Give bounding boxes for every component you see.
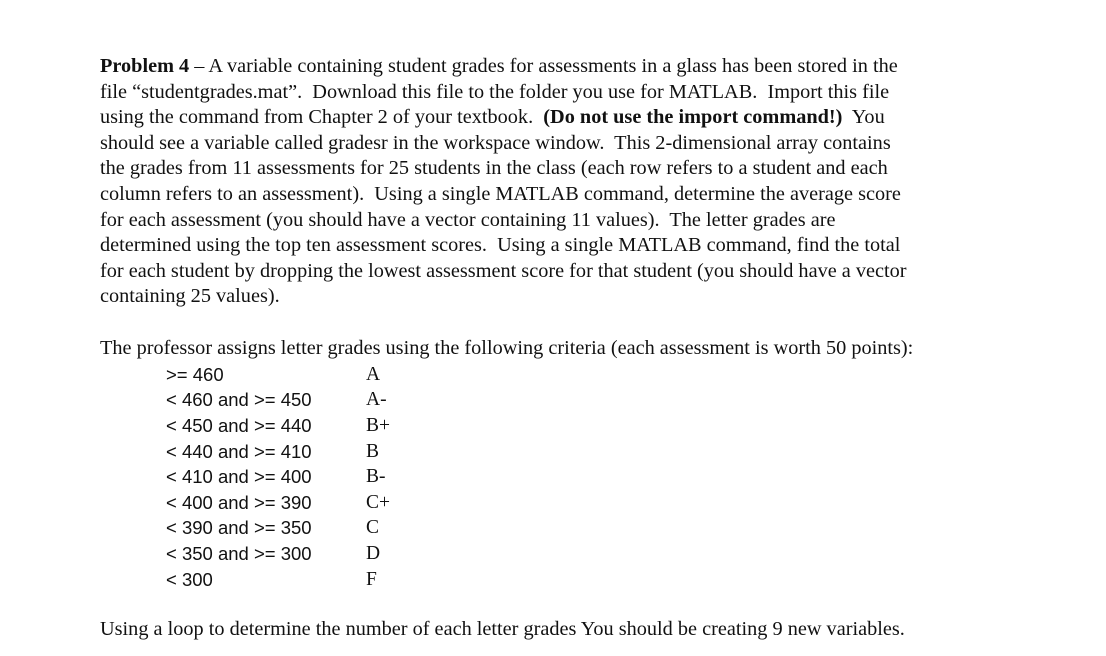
problem-text: determined using the top ten assessment scores. Using a single MATLAB command, find the total bbox=[100, 234, 901, 257]
problem-text: You bbox=[842, 106, 885, 129]
grade-row bbox=[166, 413, 390, 439]
letter-grade: A bbox=[366, 363, 381, 385]
closing-instruction: Using a loop to determine the number of each letter grades You should be creating 9 new variables. bbox=[100, 618, 905, 640]
letter-grade: C+ bbox=[366, 491, 391, 513]
problem-line bbox=[100, 80, 1000, 106]
problem-text: the grades from 11 assessments for 25 students in the class (each row refers to a student and each bbox=[100, 157, 888, 180]
problem-statement bbox=[100, 54, 1000, 310]
problem-text: containing 25 values). bbox=[100, 285, 280, 308]
problem-line bbox=[100, 54, 1000, 80]
grade-row bbox=[166, 439, 390, 465]
problem-bold-text: (Do not use the import command!) bbox=[543, 106, 843, 129]
grade-row bbox=[166, 567, 390, 593]
criteria-intro: The professor assigns letter grades using the following criteria (each assessment is worth 50 points): bbox=[100, 337, 914, 359]
grade-row bbox=[166, 362, 390, 388]
score-range: < 390 and >= 350 bbox=[166, 517, 312, 539]
problem-line bbox=[100, 284, 1000, 310]
problem-line bbox=[100, 208, 1000, 234]
problem-text: file “studentgrades.mat”. Download this file to the folder you use for MATLAB. Import this file bbox=[100, 80, 890, 103]
score-range: < 300 bbox=[166, 568, 213, 590]
score-range: < 440 and >= 410 bbox=[166, 440, 312, 462]
score-range: >= 460 bbox=[166, 363, 224, 385]
problem-line bbox=[100, 182, 1000, 208]
grade-row bbox=[166, 490, 390, 516]
score-range: < 410 and >= 400 bbox=[166, 466, 312, 488]
problem-line bbox=[100, 259, 1000, 285]
letter-grade: B+ bbox=[366, 414, 391, 436]
grade-row bbox=[166, 516, 390, 542]
problem-line bbox=[100, 131, 1000, 157]
grade-row bbox=[166, 541, 390, 567]
problem-text: – A variable containing student grades for assessments in a glass has been stored in the bbox=[189, 55, 898, 77]
problem-paragraph bbox=[100, 54, 1000, 310]
letter-grade: A- bbox=[366, 389, 387, 411]
problem-bold-text: Problem 4 bbox=[100, 55, 190, 77]
score-range: < 350 and >= 300 bbox=[166, 542, 312, 564]
grade-row bbox=[166, 388, 390, 414]
score-range: < 460 and >= 450 bbox=[166, 389, 312, 411]
letter-grade: D bbox=[366, 542, 381, 564]
problem-text: column refers to an assessment). Using a single MATLAB command, determine the average score bbox=[100, 182, 901, 205]
problem-text: using the command from Chapter 2 of your textbook. bbox=[100, 106, 544, 129]
problem-text: for each assessment (you should have a vector containing 11 values). The letter grades are bbox=[100, 208, 836, 231]
grade-criteria-table bbox=[166, 362, 390, 592]
problem-line bbox=[100, 156, 1000, 182]
letter-grade: B- bbox=[366, 466, 386, 488]
problem-text: for each student by dropping the lowest assessment score for that student (you should have a vector bbox=[100, 259, 907, 282]
letter-grade: C bbox=[366, 517, 380, 539]
problem-line bbox=[100, 233, 1000, 259]
score-range: < 450 and >= 440 bbox=[166, 414, 312, 436]
problem-text: should see a variable called gradesr in the workspace window. This 2-dimensional array contains bbox=[100, 131, 891, 154]
score-range: < 400 and >= 390 bbox=[166, 491, 312, 513]
grade-row bbox=[166, 464, 390, 490]
problem-line bbox=[100, 105, 1000, 131]
letter-grade: F bbox=[366, 568, 377, 590]
letter-grade: B bbox=[366, 440, 380, 462]
